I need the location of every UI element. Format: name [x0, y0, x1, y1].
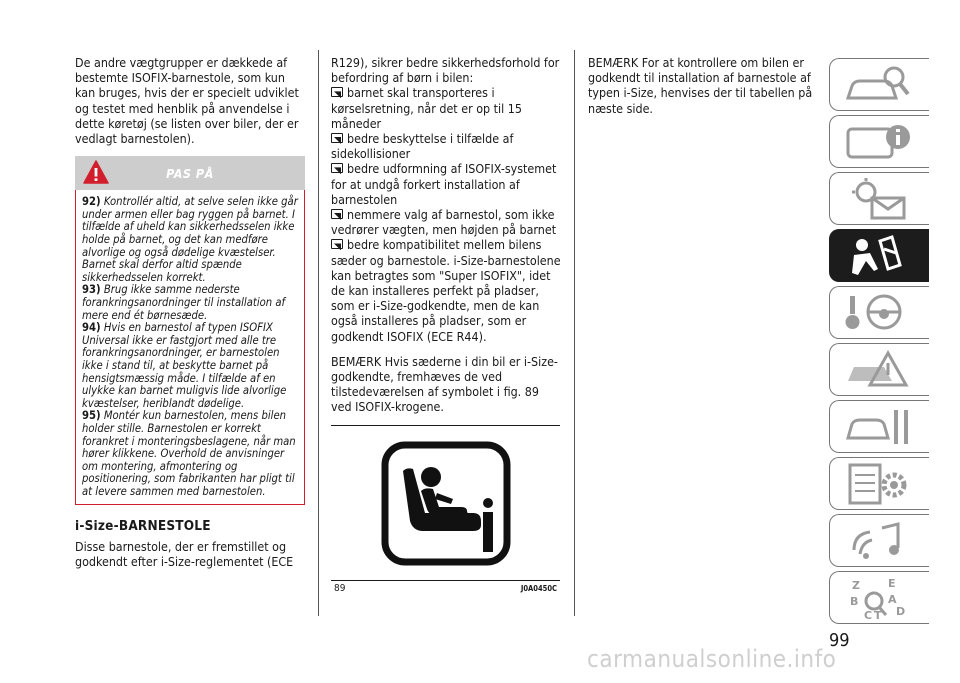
- column-3: [588, 55, 813, 126]
- bullet-icon: [331, 163, 343, 173]
- bullet-text: bedre udformning af ISOFIX-systemet for at undgå forkert installation af barnestolen: [331, 161, 557, 207]
- bullet-item: [331, 161, 562, 207]
- tab-technical-data[interactable]: [829, 457, 929, 510]
- isize-symbol-icon: [381, 441, 511, 566]
- figure-top-rule: [331, 425, 560, 426]
- multimedia-music-icon: [844, 520, 914, 562]
- warning-text: Kontrollér altid, at selve selen ikke går under armen eller bag ryggen på barnet. I tilfælde af uheld kan sikkerhedsselen ikke holde på barnet, og det kan medføre alvorlige og også dødelige kvæstelser. Barnet skal derfor altid spænde sikkerhedsselen korrekt.: [82, 195, 298, 284]
- tab-starting-driving[interactable]: [829, 286, 929, 339]
- watermark-text: carmanualsonline.info: [587, 645, 837, 673]
- bullet-icon: [331, 239, 343, 249]
- tab-safety[interactable]: [829, 229, 929, 282]
- note-paragraph: BEMÆRK Hvis sæderne i din bil er i-Size-godkendte, fremhæves de ved tilstedeværelsen af symbolet i fig. 89 ved ISOFIX-krogene.: [331, 353, 558, 415]
- section-heading: i-Size-BARNESTOLE: [75, 518, 211, 535]
- tab-multimedia[interactable]: [829, 514, 929, 567]
- bullet-text: nemmere valg af barnestol, som ikke vedrører vægten, men højden på barnet: [331, 207, 557, 238]
- warning-text: Brug ikke samme nederste forankringsanordninger til installation af mere end ét børnesæde.: [82, 283, 286, 322]
- warning-item: [82, 410, 299, 498]
- warning-title: PAS PÅ: [166, 166, 214, 182]
- column-1: [75, 55, 305, 579]
- index-letter: B: [850, 595, 859, 608]
- warning-number: 95): [82, 409, 101, 423]
- data-sheet-gear-icon: [844, 463, 914, 505]
- tab-dashboard-info[interactable]: [829, 115, 929, 168]
- warning-text: Hvis en barnestol af typen ISOFIX Universal ikke er fastgjort med alle tre forankringsanordninger, er barnestolen ikke i stand til, at beskytte barnet på hensigtsmæssig måde. I tilfælde af en ulykke kan barnet muligvis lide alvorlige kvæstelser, heriblandt dødelige.: [82, 321, 287, 410]
- bullet-text: bedre kompatibilitet mellem bilens sæder og barnestole. i-Size-barnestolene kan betragtes som "Super ISOFIX", idet de kan installeres perfekt på pladser, som er i-Size-godkendte, men de kan også installeres på pladser, som er godkendt ISOFIX (ECE R44).: [331, 237, 561, 344]
- bullet-text: barnet skal transporteres i kørselsretning, når det er op til 15 måneder: [331, 85, 522, 131]
- index-letter: C: [864, 609, 873, 621]
- bullet-text: bedre beskyttelse i tilfælde af sidekollisioner: [331, 131, 514, 162]
- index-letter: Z: [852, 579, 860, 592]
- tab-dashboard[interactable]: [829, 58, 929, 111]
- figure-bottom-rule: [331, 580, 560, 581]
- bullet-icon: [331, 87, 343, 97]
- warning-number: 93): [82, 283, 101, 297]
- key-steering-wheel-icon: [844, 292, 914, 334]
- index-letter: E: [888, 577, 896, 590]
- index-letter: D: [896, 605, 906, 618]
- page-number: 99: [829, 630, 850, 651]
- index-letter: T: [874, 609, 882, 621]
- figure-89: [331, 425, 560, 592]
- section-paragraph: Disse barnestole, der er fremstillet og godkendt efter i-Size-reglementet (ECE: [75, 538, 294, 569]
- tab-warning-lights[interactable]: [829, 172, 929, 225]
- car-service-tools-icon: [844, 406, 914, 448]
- warning-item: [82, 196, 299, 284]
- bullet-item: [331, 207, 562, 237]
- warning-header: [75, 156, 305, 190]
- alphabetical-index-icon: [844, 577, 914, 621]
- note-paragraph: BEMÆRK For at kontrollere om bilen er godkendt til installation af barnestole af typen i-Size, henvises der til tabellen på næste side.: [588, 55, 813, 116]
- bullet-icon: [331, 133, 343, 143]
- bullet-icon: [331, 209, 343, 219]
- warning-item: [82, 322, 299, 410]
- warning-number: 94): [82, 321, 101, 335]
- warning-item: [82, 284, 299, 322]
- bullet-item: [331, 85, 562, 131]
- intro-paragraph: De andre vægtgrupper er dækkede af bestemte ISOFIX-barnestole, som kun kan bruges, hvis der er specielt udviklet og testet med henblik på anvendelse i dette køretøj (se listen over biler, der er vedlagt barnestolen).: [75, 55, 299, 147]
- column-divider: [318, 50, 319, 616]
- warning-box: [75, 156, 305, 505]
- figure-code: J0A0450C: [520, 584, 557, 593]
- tab-maintenance[interactable]: [829, 400, 929, 453]
- warning-body: [75, 190, 305, 505]
- warning-lights-envelope-icon: [844, 178, 914, 220]
- column-divider: [574, 50, 575, 616]
- figure-number: 89: [334, 583, 346, 594]
- warning-text: Montér kun barnestolen, mens bilen holder stille. Barnestolen er korrekt forankret i monteringsbeslagene, når man hører klikkene. Overhold de anvisninger om montering, afmontering og positionering, som fabrikanten har pligt til at levere sammen med barnestolen.: [82, 409, 296, 498]
- column-2: [331, 55, 562, 425]
- dashboard-info-icon: [844, 121, 914, 163]
- breakdown-warning-triangle-icon: [844, 349, 914, 391]
- bullet-item: [331, 237, 562, 343]
- tab-index[interactable]: [829, 571, 929, 624]
- warning-number: 92): [82, 195, 101, 209]
- lead-paragraph: R129), sikrer bedre sikkerhedsforhold for befordring af børn i bilen:: [331, 55, 560, 86]
- bullet-item: [331, 131, 562, 161]
- index-letter: A: [888, 593, 897, 606]
- dashboard-car-icon: [844, 64, 914, 106]
- tab-emergency[interactable]: [829, 343, 929, 396]
- seat-airbag-safety-icon: [844, 235, 914, 277]
